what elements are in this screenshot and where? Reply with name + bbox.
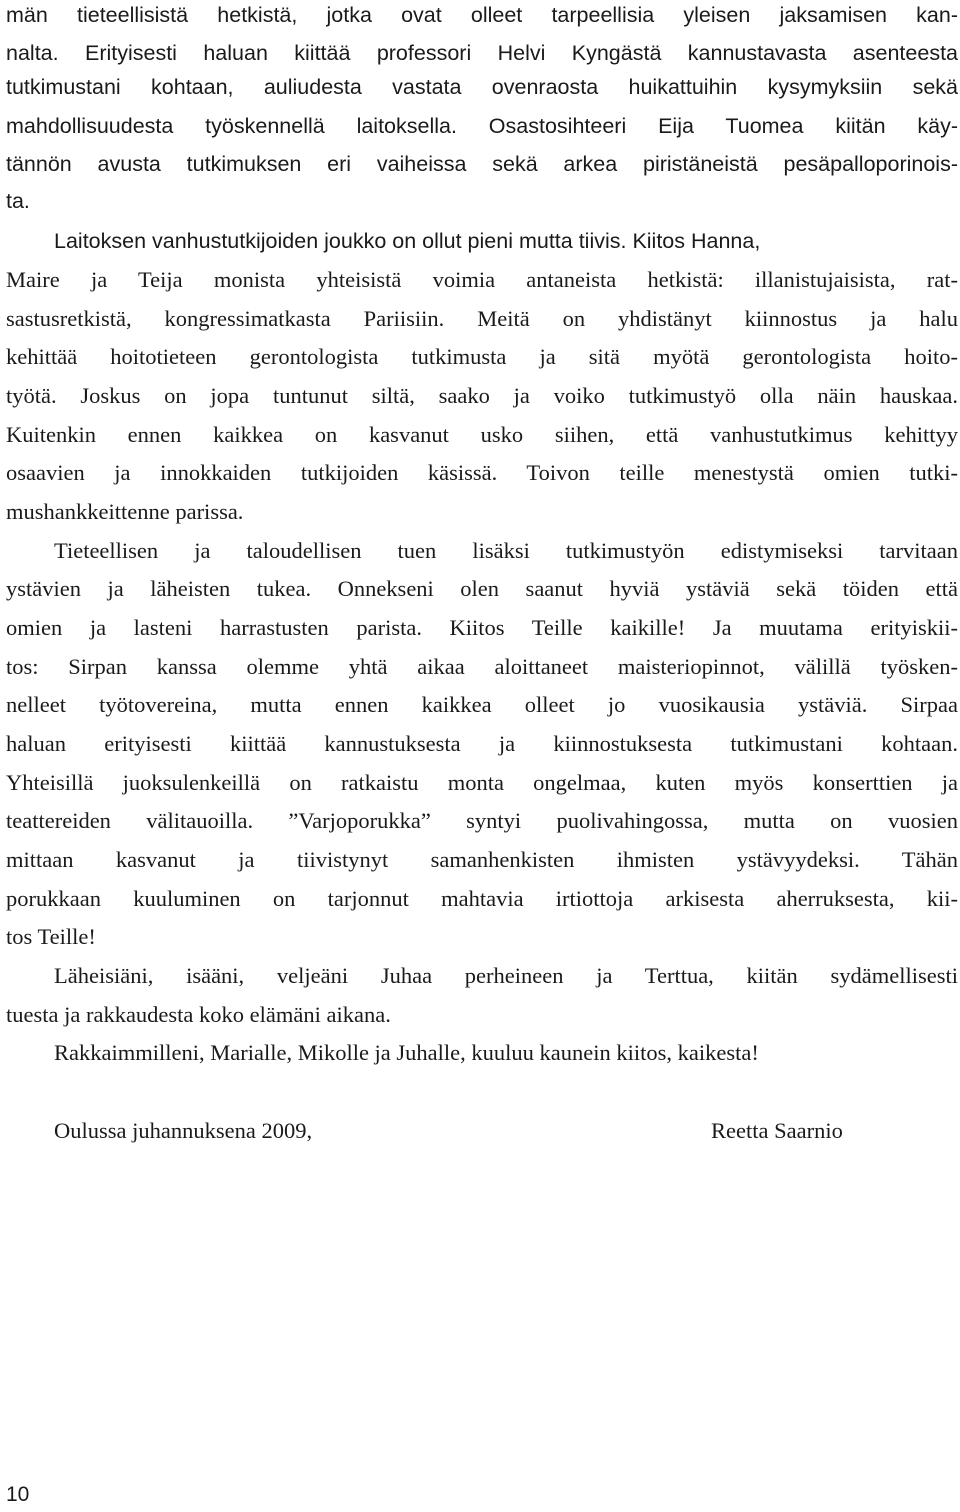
text-line: mahdollisuudesta työskennellä laitoksella. Osastosihteeri Eija Tuomea kiitän käy- xyxy=(6,114,958,138)
text-line: kehittää hoitotieteen gerontologista tutkimusta ja sitä myötä gerontologista hoito- xyxy=(6,344,958,369)
text-line: ystävien ja läheisten tukea. Onnekseni olen saanut hyviä ystäviä sekä töiden että xyxy=(6,576,958,601)
text-line: mushankkeittenne parissa. xyxy=(6,499,244,524)
text-line: tutkimustani kohtaan, auliudesta vastata ovenraosta huikattuihin kysymyksiin sekä xyxy=(6,75,958,99)
text-line: sastusretkistä, kongressimatkasta Pariisiin. Meitä on yhdistänyt kiinnostus ja halu xyxy=(6,306,958,331)
text-line: porukkaan kuuluminen on tarjonnut mahtavia irtiottoja arkisesta aherruksesta, kii- xyxy=(6,886,958,911)
text-line: tännön avusta tutkimuksen eri vaiheissa sekä arkea piristäneistä pesäpalloporinois- xyxy=(6,152,958,176)
text-line: haluan erityisesti kiittää kannustuksesta ja kiinnostuksesta tutkimustani kohtaan. xyxy=(6,731,958,756)
text-line: ta. xyxy=(6,189,30,213)
text-line: nelleet työtovereina, mutta ennen kaikkea olleet jo vuosikausia ystäviä. Sirpaa xyxy=(6,692,958,717)
signature-name: Reetta Saarnio xyxy=(711,1118,843,1143)
text-line: teattereiden välitauoilla. ”Varjoporukka” syntyi puolivahingossa, mutta on vuosien xyxy=(6,808,958,833)
text-line: Laitoksen vanhustutkijoiden joukko on ollut pieni mutta tiivis. Kiitos Hanna, xyxy=(54,229,761,253)
text-line: nalta. Erityisesti haluan kiittää professori Helvi Kyngästä kannustavasta asenteesta xyxy=(6,41,958,65)
page-number: 10 xyxy=(6,1483,30,1506)
text-line: Rakkaimmilleni, Marialle, Mikolle ja Juhalle, kuuluu kaunein kiitos, kaikesta! xyxy=(54,1040,759,1065)
text-line: tuesta ja rakkaudesta koko elämäni aikana. xyxy=(6,1002,391,1027)
text-line: työtä. Joskus on jopa tuntunut siltä, saako ja voiko tutkimustyö olla näin hauskaa. xyxy=(6,383,958,408)
text-line: Läheisiäni, isääni, veljeäni Juhaa perheineen ja Terttua, kiitän sydämellisesti xyxy=(54,963,958,988)
text-line: män tieteellisistä hetkistä, jotka ovat olleet tarpeellisia yleisen jaksamisen kan- xyxy=(6,3,958,27)
text-line: Kuitenkin ennen kaikkea on kasvanut usko siihen, että vanhustutkimus kehittyy xyxy=(6,422,958,447)
text-line: mittaan kasvanut ja tiivistynyt samanhenkisten ihmisten ystävyydeksi. Tähän xyxy=(6,847,958,872)
text-line: osaavien ja innokkaiden tutkijoiden käsissä. Toivon teille menestystä omien tutki- xyxy=(6,460,958,485)
text-line: Maire ja Teija monista yhteisistä voimia antaneista hetkistä: illanistujaisista, rat- xyxy=(6,267,958,292)
text-line: tos: Sirpan kanssa olemme yhtä aikaa aloittaneet maisteriopinnot, välillä työsken- xyxy=(6,654,958,679)
text-line: Yhteisillä juoksulenkeillä on ratkaistu monta ongelmaa, kuten myös konserttien ja xyxy=(6,770,958,795)
place-date: Oulussa juhannuksena 2009, xyxy=(54,1118,313,1143)
text-line: tos Teille! xyxy=(6,924,96,949)
text-line: omien ja lasteni harrastusten parista. Kiitos Teille kaikille! Ja muutama erityiskii- xyxy=(6,615,958,640)
text-line: Tieteellisen ja taloudellisen tuen lisäksi tutkimustyön edistymiseksi tarvitaan xyxy=(54,538,958,563)
